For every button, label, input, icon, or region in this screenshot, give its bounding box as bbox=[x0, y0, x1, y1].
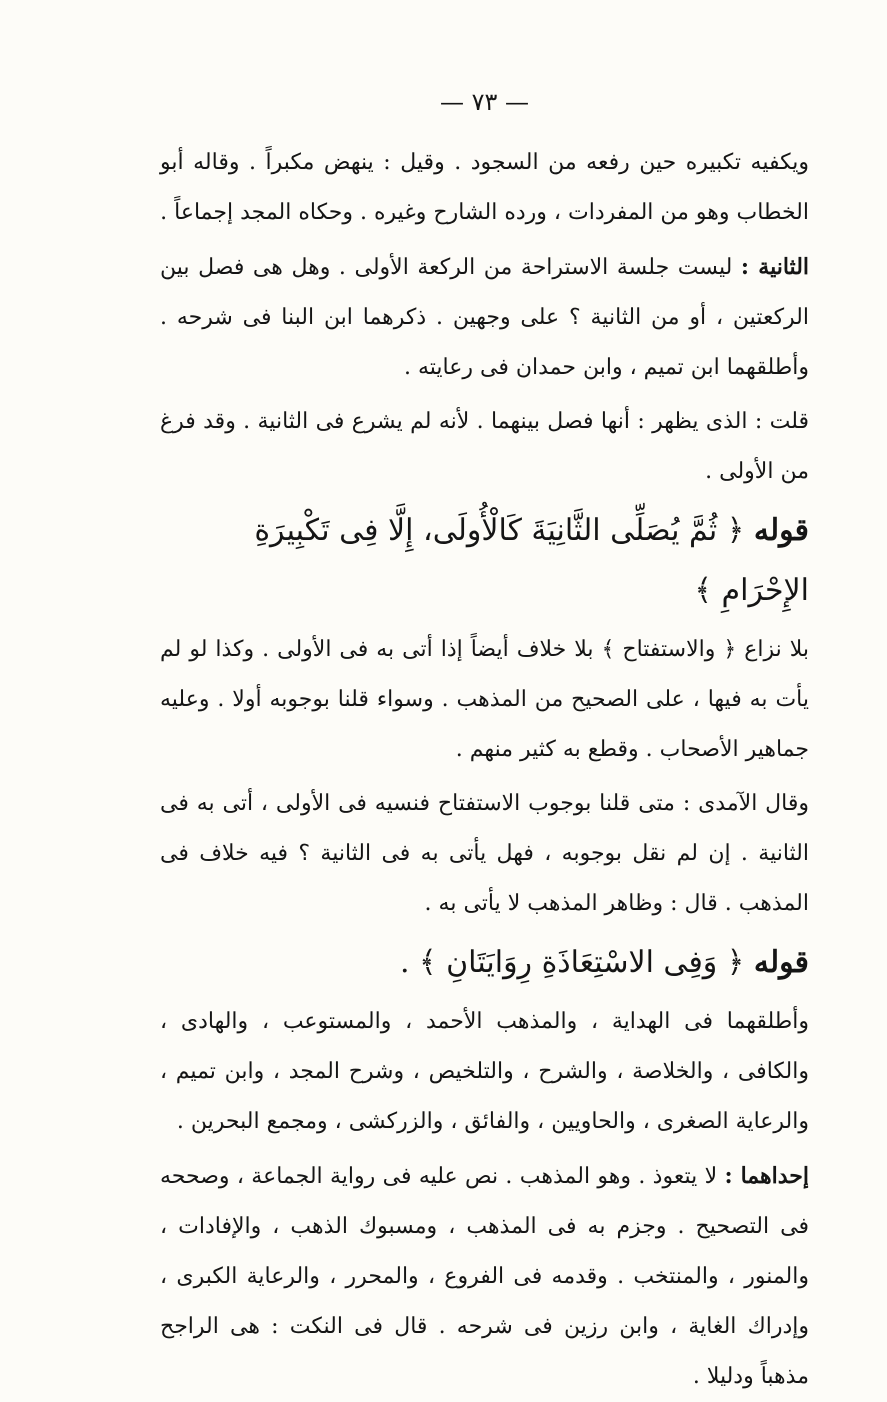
paragraph-2-lead: الثانية : bbox=[740, 254, 810, 280]
paragraph-7 bbox=[160, 1151, 809, 1402]
paragraph-5: وقال الآمدى : متى قلنا بوجوب الاستفتاح فنسيه فى الأولى ، أتى به فى الثانية . إن لم نقل بوجوبه ، فهل يأتى به فى الثانية ؟ فيه خلاف فى المذهب . قال : وظاهر المذهب لا يأتى به . bbox=[160, 791, 809, 916]
paragraph-7-lead: إحداهما : bbox=[724, 1163, 809, 1189]
paragraph-2 bbox=[160, 242, 809, 393]
paragraph-4: بلا نزاع ﴿ والاستفتاح ﴾ بلا خلاف أيضاً إذا أتى به فى الأولى . وكذا لو لم يأت به فيها ، على الصحيح من المذهب . وسواء قلنا بوجوبه أولا . وعليه جماهير الأصحاب . وقطع به كثير منهم . bbox=[160, 637, 809, 762]
quote-heading-2-text: ﴿ وَفِى الاسْتِعَاذَةِ رِوَايَتَانِ ﴾ . bbox=[399, 945, 754, 980]
paragraph-7-body: لا يتعوذ . وهو المذهب . نص عليه فى رواية الجماعة ، وصححه فى التصحيح . وجزم به فى المذهب ، ومسبوك الذهب ، والإفادات ، والمنور ، والمنتخب . وقدمه فى الفروع ، والمحرر ، والرعاية الكبرى ، وإدراك الغاية ، وابن رزين فى شرحه . قال فى النكت : هى الراجح مذهباً ودليلا . bbox=[160, 1164, 809, 1389]
paragraph-3: قلت : الذى يظهر : أنها فصل بينهما . لأنه لم يشرع فى الثانية . وقد فرغ من الأولى . bbox=[160, 409, 809, 484]
quote-heading-2-label: قوله bbox=[753, 945, 809, 980]
page-number: — ٧٣ — bbox=[439, 88, 530, 116]
paragraph-2-body: ليست جلسة الاستراحة من الركعة الأولى . وهل هى فصل بين الركعتين ، أو من الثانية ؟ على وجهين . ذكرهما ابن البنا فى شرحه . وأطلقهما ابن تميم ، وابن حمدان فى رعايته . bbox=[160, 255, 809, 380]
quote-heading-1-text: ﴿ ثُمَّ يُصَلِّى الثَّانِيَةَ كَالْأُولَى، إِلَّا فِى تَكْبِيرَةِ الإِحْرَامِ ﴾ bbox=[254, 513, 809, 608]
quote-heading-1 bbox=[160, 501, 809, 621]
quote-heading-2 bbox=[160, 933, 809, 993]
quote-heading-1-label: قوله bbox=[753, 513, 809, 548]
paragraph-6: وأطلقهما فى الهداية ، والمذهب الأحمد ، والمستوعب ، والهادى ، والكافى ، والخلاصة ، والشرح ، والتلخيص ، وشرح المجد ، وابن تميم ، والرعاية الصغرى ، والحاويين ، والفائق ، والزركشى ، ومجمع البحرين . bbox=[160, 1009, 809, 1134]
paragraph-1: ويكفيه تكبيره حين رفعه من السجود . وقيل : ينهض مكبراً . وقاله أبو الخطاب وهو من المفردات ، ورده الشارح وغيره . وحكاه المجد إجماعاً . bbox=[160, 150, 809, 225]
